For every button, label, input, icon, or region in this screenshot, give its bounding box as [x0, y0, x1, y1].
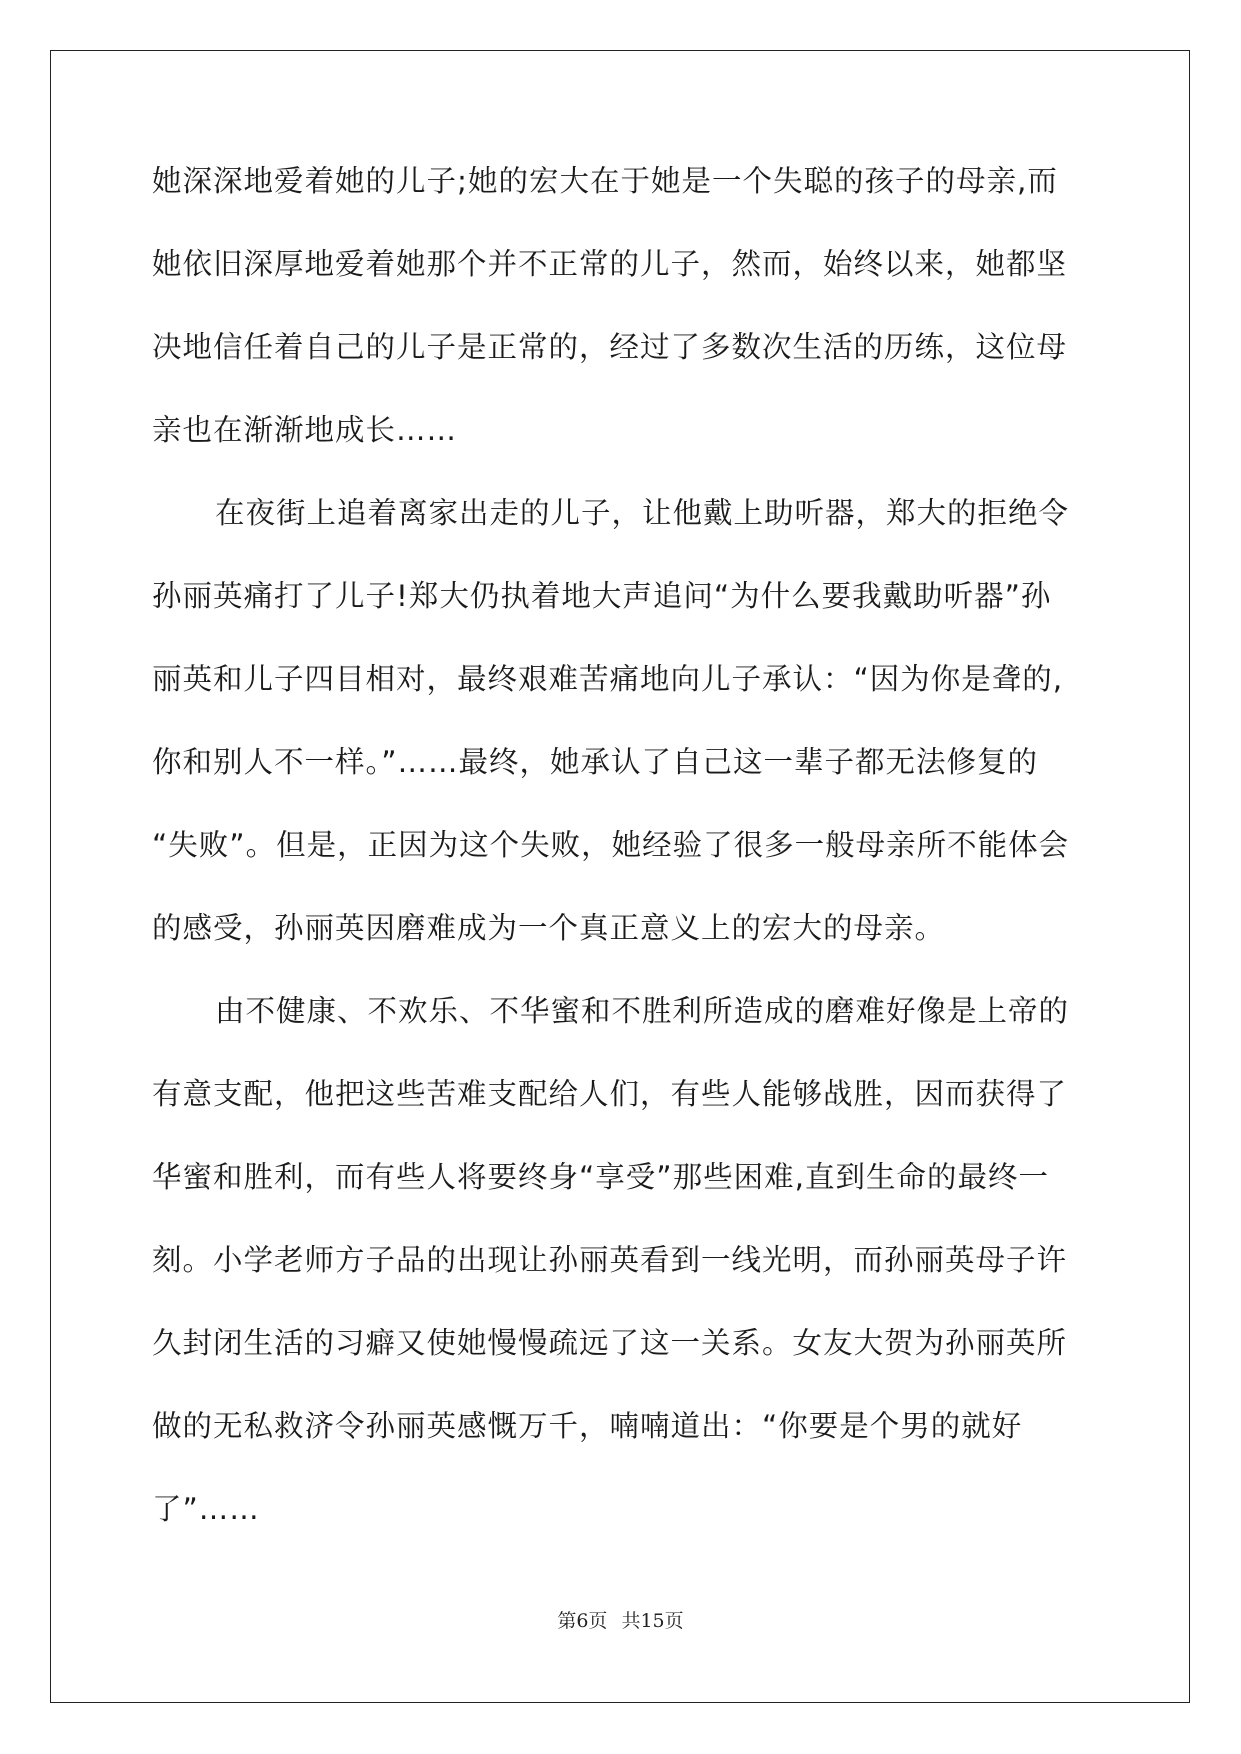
text-line: 丽英和儿子四目相对，最终艰难苦痛地向儿子承认：“因为你是聋的,	[152, 662, 1064, 696]
text-line: 亲也在渐渐地成长……	[152, 413, 458, 447]
text-line: 华蜜和胜利，而有些人将要终身“享受”那些困难,直到生命的最终一	[152, 1160, 1049, 1194]
text-line: 刻。小学老师方子品的出现让孙丽英看到一线光明，而孙丽英母子许	[152, 1243, 1068, 1277]
text-line: 她依旧深厚地爱着她那个并不正常的儿子，然而，始终以来，她都坚	[152, 247, 1068, 281]
text-line: 决地信任着自己的儿子是正常的，经过了多数次生活的历练，这位母	[152, 330, 1068, 364]
page-footer	[0, 1606, 1241, 1633]
page-number: 第6页	[557, 1610, 608, 1632]
text-line: “失败”。但是，正因为这个失败，她经验了很多一般母亲所不能体会	[152, 828, 1070, 862]
text-line: 有意支配，他把这些苦难支配给人们，有些人能够战胜，因而获得了	[152, 1077, 1068, 1111]
text-line: 她深深地爱着她的儿子;她的宏大在于她是一个失聪的孩子的母亲,而	[152, 164, 1058, 198]
document-body	[152, 160, 1087, 1571]
paragraph-start-line: 在夜街上追着离家出走的儿子，让他戴上助听器，郑大的拒绝令	[215, 496, 1070, 530]
paragraph-start-line: 由不健康、不欢乐、不华蜜和不胜利所造成的磨难好像是上帝的	[215, 994, 1070, 1028]
text-line: 久封闭生活的习癖又使她慢慢疏远了这一关系。女友大贺为孙丽英所	[152, 1326, 1068, 1360]
text-line: 了”……	[152, 1492, 260, 1526]
text-line: 你和别人不一样。”……最终，她承认了自己这一辈子都无法修复的	[152, 745, 1039, 779]
text-line: 的感受，孙丽英因磨难成为一个真正意义上的宏大的母亲。	[152, 911, 946, 945]
page-total: 共15页	[621, 1610, 684, 1632]
text-line: 孙丽英痛打了儿子!郑大仍执着地大声追问“为什么要我戴助听器”孙	[152, 579, 1052, 613]
text-line: 做的无私救济令孙丽英感慨万千，喃喃道出：“你要是个男的就好	[152, 1409, 1023, 1443]
